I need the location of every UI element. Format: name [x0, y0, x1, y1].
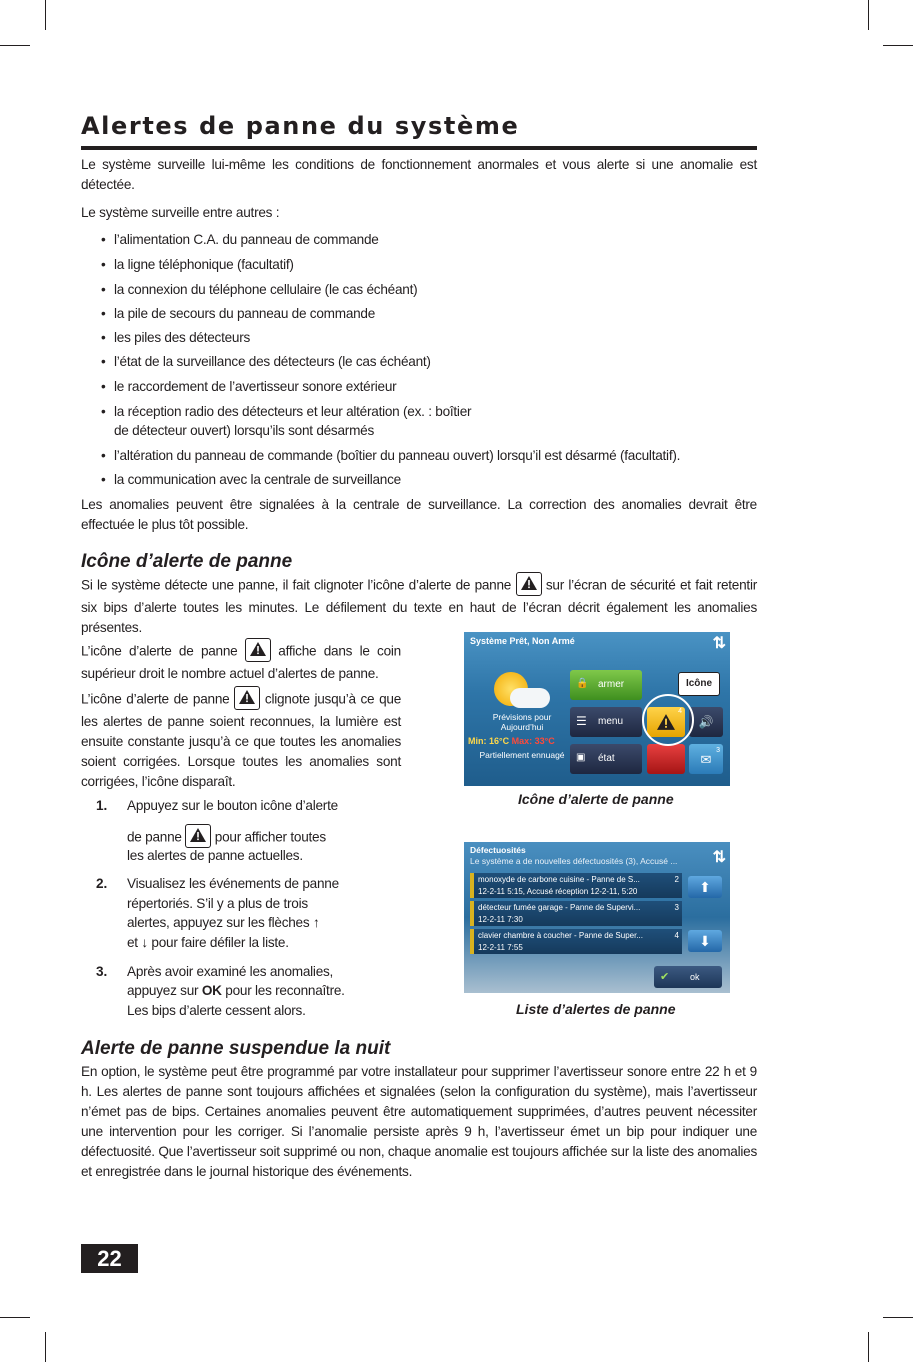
step-text: alertes, appuyez sur les flèches ↑: [127, 915, 320, 930]
check-icon: ✔: [660, 971, 670, 983]
list-item: • l’altération du panneau de commande (boîtier du panneau ouvert) lorsqu’il est désarmé (facultatif).: [101, 448, 681, 463]
alert-icon-paragraph: Si le système détecte une panne, il fait clignoter l’icône d’alerte de panne sur l’écran de sécurité et fait retentir six bips d’alerte toutes les minutes. Le défilement du texte en haut de l’écran décrit également les anomalies présentes.: [81, 574, 757, 638]
list-subtitle: Le système a de nouvelles défectuosités (3), Accusé ...: [470, 856, 678, 866]
crop-mark: [868, 1332, 869, 1362]
step-text: et ↓ pour faire défiler la liste.: [127, 935, 289, 950]
section-heading-night: Alerte de panne suspendue la nuit: [81, 1038, 391, 1059]
figure-caption: Liste d’alertes de panne: [516, 1001, 676, 1017]
state-label: état: [598, 753, 615, 764]
list-item: • le raccordement de l’avertisseur sonore extérieur: [101, 379, 397, 394]
icon-callout: Icône: [678, 672, 720, 696]
power-plug-icon: ⇅: [712, 635, 726, 652]
step-text: Après avoir examiné les anomalies,: [127, 964, 334, 979]
list-item: • l’alimentation C.A. du panneau de commande: [101, 232, 379, 247]
step-text: appuyez sur OK pour les reconnaître.: [127, 983, 345, 998]
cloud-icon: [510, 688, 550, 708]
step-text: Les bips d’alerte cessent alors.: [127, 1003, 306, 1018]
warning-icon: [185, 824, 211, 848]
temperature-range: Min: 16°C Max: 33°C: [468, 736, 555, 746]
page-number: 22: [81, 1244, 138, 1273]
menu-icon: ☰: [576, 714, 587, 728]
highlight-circle: [642, 694, 694, 746]
state-icon: ▣: [576, 752, 586, 763]
intro-paragraph: Le système surveille lui-même les conditions de fonctionnement anormales et vous alerte si une anomalie est détectée.: [81, 157, 757, 192]
section-heading-alert-icon: Icône d’alerte de panne: [81, 551, 293, 572]
step-number: 1.: [96, 798, 108, 813]
list-item: • la connexion du téléphone cellulaire (le cas échéant): [101, 282, 418, 297]
step-text: Appuyez sur le bouton icône d’alerte: [127, 798, 338, 813]
list-item[interactable]: clavier chambre à coucher - Panne de Super... 12-2-11 7:55 4: [470, 929, 682, 954]
step-number: 3.: [96, 964, 108, 979]
power-plug-icon: ⇅: [712, 849, 726, 866]
list-item: • la ligne téléphonique (facultatif): [101, 257, 294, 272]
step-text: Visualisez les événements de panne: [127, 876, 339, 891]
figure-caption: Icône d’alerte de panne: [518, 791, 674, 807]
warning-icon: [234, 686, 260, 710]
arm-button[interactable]: [570, 670, 642, 700]
trouble-list-image: [464, 842, 730, 993]
list-item: • la réception radio des détecteurs et leur altération (ex. : boîtier: [101, 404, 472, 419]
crop-mark: [45, 0, 46, 30]
crop-mark: [45, 1332, 46, 1362]
status-text: Système Prêt, Non Armé: [470, 636, 575, 646]
list-item[interactable]: monoxyde de carbone cuisine - Panne de S... 12-2-11 5:15, Accusé réception 12-2-11, 5:20 2: [470, 873, 682, 898]
list-item: • l’état de la surveillance des détecteurs (le cas échéant): [101, 354, 431, 369]
page-title: Alertes de panne du système: [81, 112, 520, 140]
state-button[interactable]: [570, 744, 642, 774]
list-item: • les piles des détecteurs: [101, 330, 251, 345]
monitor-intro: Le système surveille entre autres :: [81, 205, 280, 220]
anomalies-paragraph: Les anomalies peuvent être signalées à la centrale de surveillance. La correction des anomalies devrait être effectuée le plus tôt possible.: [81, 497, 757, 532]
list-item: • la pile de secours du panneau de commande: [101, 306, 376, 321]
warning-icon: [245, 638, 271, 662]
step-text: répertoriés. S’il y a plus de trois: [127, 896, 308, 911]
lock-icon: 🔒: [576, 678, 589, 689]
item-number: 4: [674, 931, 679, 940]
title-rule: [81, 146, 757, 150]
arrow-down-icon: ⬇: [699, 933, 711, 949]
list-item[interactable]: détecteur fumée garage - Panne de Supervi... 12-2-11 7:30 3: [470, 901, 682, 926]
step-number: 2.: [96, 876, 108, 891]
crop-mark: [883, 45, 913, 46]
scroll-up-button[interactable]: [688, 876, 722, 898]
alert-count-badge: 4: [678, 708, 682, 715]
list-item: • la communication avec la centrale de surveillance: [101, 472, 401, 487]
item-number: 3: [674, 903, 679, 912]
envelope-icon: ✉: [700, 752, 712, 767]
arm-label: armer: [598, 679, 625, 690]
scroll-down-button[interactable]: [688, 930, 722, 952]
step-text: les alertes de panne actuelles.: [127, 848, 303, 863]
speaker-icon: 🔊: [698, 715, 714, 729]
crop-mark: [868, 0, 869, 30]
weather-label: Partiellement ennuagé: [479, 750, 565, 760]
menu-button[interactable]: [570, 707, 642, 737]
ok-label: ok: [690, 972, 700, 982]
forecast-label: Prévisions pour Aujourd’hui: [492, 712, 552, 732]
crop-mark: [883, 1317, 913, 1318]
volume-button[interactable]: [689, 707, 723, 737]
icon-count-paragraph: L’icône d’alerte de panne affiche dans le coin supérieur droit le nombre actuel d’alertes de panne.: [81, 640, 401, 684]
list-title: Défectuosités: [470, 845, 526, 855]
emergency-button[interactable]: [647, 744, 685, 774]
messages-button[interactable]: [689, 744, 723, 774]
list-item-continued: de détecteur ouvert) lorsqu’ils sont désarmés: [114, 423, 375, 438]
security-screen-image: [464, 632, 730, 786]
arrow-up-icon: ⬆: [699, 879, 711, 895]
ok-keyword: OK: [201, 983, 222, 998]
crop-mark: [0, 1317, 30, 1318]
step-text: de panne pour afficher toutes: [127, 826, 326, 850]
menu-label: menu: [598, 716, 624, 727]
warning-icon: [516, 572, 542, 596]
icon-blink-paragraph: L’icône d’alerte de panne clignote jusqu’à ce que les alertes de panne soient reconnues, la lumière est ensuite constante jusqu’à ce que toutes les anomalies soient corrigées. Lorsque toutes les anomalies sont corrigées, l’icône disparaît.: [81, 688, 401, 792]
night-paragraph: En option, le système peut être programmé par votre installateur pour supprimer l’avertisseur sonore entre 22 h et 9 h. Les alertes de panne sont toujours affichées et signalées (selon la configuration du système), mais l’avertisseur n’émet pas de bips. Certaines anomalies peuvent être automatiquement supprimées, d’autres peuvent nécessiter une intervention pour les corriger. Si l’anomalie persiste après 9 h, l’avertisseur émet un bip pour indiquer une défectuosité. Que l’avertisseur soit supprimé ou non, chaque anomalie est toujours affichée sur la liste des anomalies et enregistrée dans le journal historique des événements.: [81, 1064, 758, 1179]
crop-mark: [0, 45, 30, 46]
item-number: 2: [674, 875, 679, 884]
message-count-badge: 3: [716, 747, 720, 754]
ok-button[interactable]: [654, 966, 722, 988]
